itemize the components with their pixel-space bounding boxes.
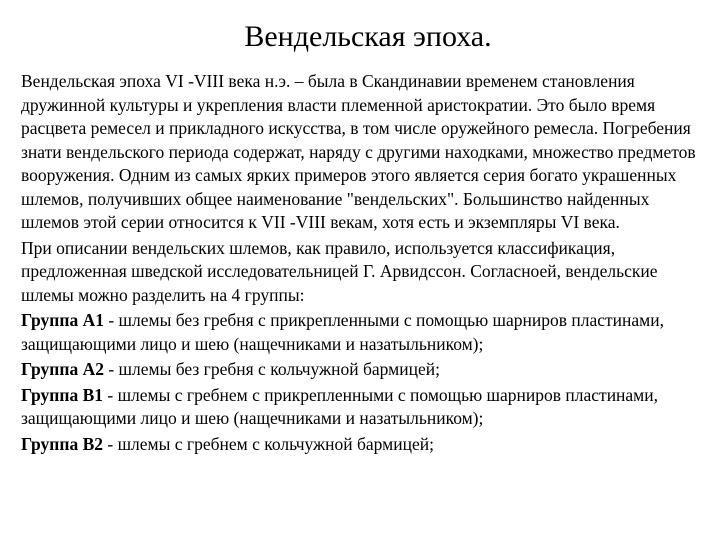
- group-label: Группа А2: [21, 359, 104, 379]
- group-item-b1: [21, 384, 701, 431]
- slide-title: [0, 17, 720, 57]
- group-description: - шлемы без гребня с кольчужной бармицей;: [103, 359, 440, 379]
- group-label: Группа В1: [21, 384, 103, 405]
- group-description: - шлемы с гребнем с кольчужной бармицей;: [103, 433, 434, 454]
- slide-body: [21, 70, 701, 456]
- group-item-a1: [21, 309, 701, 356]
- slide-title-text: Вендельская эпоха.: [244, 20, 492, 53]
- group-label: Группа А1: [21, 310, 104, 330]
- group-label: Группа В2: [21, 433, 103, 454]
- paragraph-intro: Вендельская эпоха VI -VIII века н.э. – была в Скандинавии временем становления дружинной культуры и укрепления власти племенной аристократии. Это было время расцвета ремесел и прикладного искусства, в том числе оружейного ремесла. Погребения знати вендельского периода содержат, наряду с другими находками, множество предметов вооружения. Одним из самых ярких примеров этого является серия богато украшенных шлемов, получивших общее наименование "вендельских". Большинство найденных шлемов этой серии относится к VII -VIII векам, хотя есть и экземпляры VI века.: [21, 71, 696, 232]
- group-item-b2: [21, 433, 701, 457]
- group-description: - шлемы с гребнем с прикрепленными с помощью шарниров пластинами, защищающими лицо и шею (нащечниками и назатыльником);: [21, 384, 659, 428]
- paragraph-classification: При описании вендельских шлемов, как правило, используется классификация, предложенная шведской исследовательницей Г. Арвидссон. Согласноей, вендельские шлемы можно разделить на 4 группы:: [21, 237, 658, 305]
- group-description: - шлемы без гребня с прикрепленными с помощью шарниров пластинами, защищающими лицо и шею (нащечниками и назатыльником);: [21, 310, 664, 354]
- group-item-a2: [21, 358, 701, 382]
